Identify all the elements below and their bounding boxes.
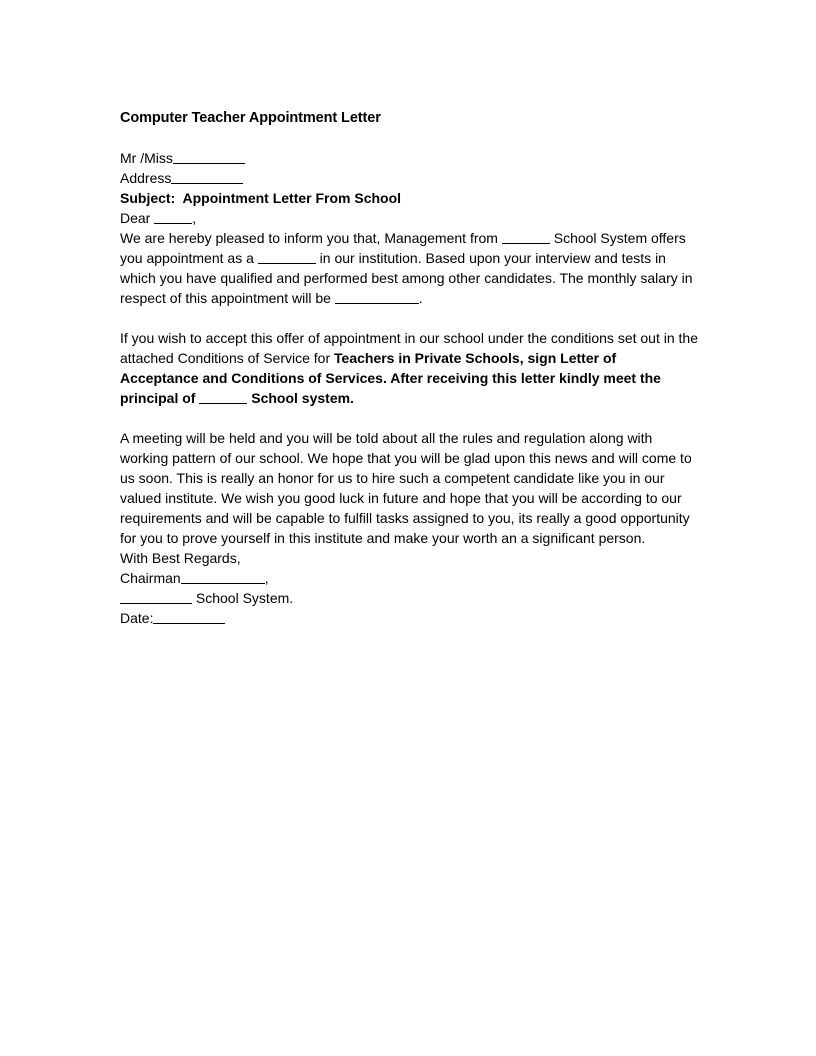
recipient-name-label: Mr /Miss <box>120 150 173 166</box>
recipient-name-blank[interactable] <box>173 150 245 164</box>
paragraph-two-regular: If you wish to accept this offer of appointment in our school under the conditions set out in the attached Conditions of Service for <box>120 330 698 366</box>
closing-block <box>120 548 700 628</box>
recipient-address-label: Address <box>120 170 172 186</box>
paragraph-three: A meeting will be held and you will be told about all the rules and regulation along with working pattern of our school. We hope that you will be glad upon this news and will come to us soon. This is really an honor for us to hire such a competent candidate like you in our valued institute. We wish you good luck in future and hope that you will be according to our requirements and will be capable to fulfill tasks assigned to you, its really a good opportunity for you to prove yourself in this institute and make your worth an a significant person. <box>120 430 692 546</box>
school-name-blank-1[interactable] <box>502 230 550 244</box>
salary-blank[interactable] <box>335 290 419 304</box>
paragraph-two-bold-2: School system. <box>247 390 354 406</box>
recipient-name-line <box>120 148 700 168</box>
recipient-address-blank[interactable] <box>171 170 243 184</box>
spacer <box>120 128 700 148</box>
spacer <box>120 408 700 428</box>
recipient-address-line <box>120 168 700 188</box>
paragraph-two-bold-1: Teachers in Private Schools, sign Letter of Acceptance and Conditions of Services. After receiving this letter kindly meet the principal of <box>120 350 661 406</box>
subject-line <box>120 188 700 208</box>
paragraph-two <box>120 328 698 408</box>
paragraph-one-part-3: in our institution. Based upon your interview and tests in which you have qualified and performed best among other candidates. The monthly salary in respect of this appointment will be <box>120 250 693 306</box>
paragraph-one-part-4: . <box>418 290 423 306</box>
date-label: Date: <box>120 610 154 626</box>
regards-line: With Best Regards, <box>120 550 241 566</box>
school-system-suffix: School System. <box>192 590 294 606</box>
salutation-line <box>120 208 700 228</box>
chairman-name-blank[interactable] <box>181 570 265 584</box>
chairman-line <box>120 568 700 588</box>
chairman-suffix: , <box>264 570 269 586</box>
school-name-blank-2[interactable] <box>120 590 192 604</box>
paragraph-one <box>120 228 698 308</box>
school-system-line <box>120 588 700 608</box>
chairman-label: Chairman <box>120 570 181 586</box>
subject-label: Subject: <box>120 190 176 206</box>
position-blank[interactable] <box>258 250 316 264</box>
date-blank[interactable] <box>153 610 225 624</box>
salutation-blank[interactable] <box>154 210 192 224</box>
paragraph-one-part-2: School System offers you appointment as a <box>120 230 686 266</box>
salutation-prefix: Dear <box>120 210 151 226</box>
salutation-suffix: , <box>192 210 197 226</box>
date-line <box>120 608 700 628</box>
principal-school-blank[interactable] <box>199 390 247 404</box>
subject-value: Appointment Letter From School <box>182 190 402 206</box>
paragraph-one-part-1: We are hereby pleased to inform you that, Management from <box>120 230 498 246</box>
page-title: Computer Teacher Appointment Letter <box>120 110 381 126</box>
letter-body <box>120 108 700 628</box>
spacer <box>120 308 700 328</box>
